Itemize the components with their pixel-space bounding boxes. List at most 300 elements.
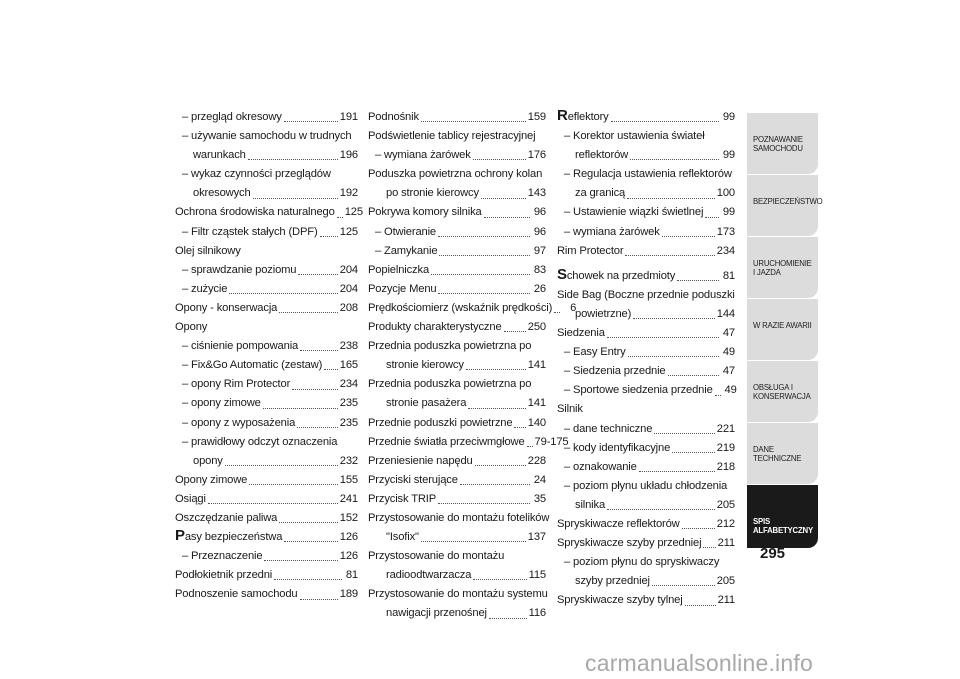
entry-text xyxy=(368,225,436,240)
entry-label: Ochrona środowiska naturalnego xyxy=(175,206,335,219)
entry-page: 141 xyxy=(527,359,546,372)
index-entry xyxy=(557,205,735,220)
dot-leader xyxy=(253,198,338,199)
letter-initial: S xyxy=(557,265,567,283)
entry-page: 196 xyxy=(339,149,358,162)
watermark: carmanualsonline.info xyxy=(585,650,813,676)
entry-text xyxy=(175,110,282,125)
dot-leader xyxy=(654,433,715,434)
entry-label: – wymiana żarówek xyxy=(375,149,471,162)
index-entry xyxy=(557,574,735,589)
entry-page: 191 xyxy=(339,111,358,123)
dot-leader xyxy=(284,121,338,122)
index-heading: Przednia poduszka powietrzna po xyxy=(368,340,532,353)
entry-page: 238 xyxy=(339,340,358,353)
entry-text xyxy=(368,186,479,201)
entry-page: 79-175 xyxy=(534,435,569,448)
entry-label: stronie pasażera xyxy=(386,397,467,410)
index-entry xyxy=(368,263,546,278)
entry-page: 208 xyxy=(339,301,358,314)
index-heading: Przednia poduszka powietrzna po xyxy=(368,378,532,391)
entry-text xyxy=(557,107,609,125)
entry-label: asy bezpieczeństwa xyxy=(184,531,283,544)
index-entry xyxy=(557,498,735,513)
entry-label: – dane techniczne xyxy=(564,422,653,435)
entry-page: 115 xyxy=(528,569,546,582)
index-entry xyxy=(368,530,546,545)
entry-label: Prędkościomierz (wskaźnik prędkości) xyxy=(368,301,553,314)
index-entry xyxy=(368,244,546,259)
entry-label: – Ustawienie wiązki świetlnej xyxy=(564,206,704,219)
entry-text xyxy=(557,441,670,456)
index-entry xyxy=(175,396,358,411)
entry-page: 235 xyxy=(339,397,358,410)
entry-label: reflektorów xyxy=(575,149,629,162)
entry-text xyxy=(557,422,652,437)
dot-leader xyxy=(438,503,530,504)
dot-leader xyxy=(685,605,716,606)
entry-label: po stronie kierowcy xyxy=(386,187,479,200)
index-entry xyxy=(557,107,735,125)
entry-label: eflektory xyxy=(567,111,609,123)
entry-page: 211 xyxy=(717,594,735,607)
entry-label: Przycisk TRIP xyxy=(368,492,437,505)
entry-label: Podnoszenie samochodu xyxy=(175,588,298,601)
entry-label: Przednie poduszki powietrzne xyxy=(368,416,513,429)
entry-page: 221 xyxy=(716,422,735,435)
dot-leader xyxy=(438,236,530,237)
entry-text xyxy=(368,492,436,507)
entry-page: 35 xyxy=(533,492,546,505)
entry-label: – Sportowe siedzenia przednie xyxy=(564,384,713,397)
entry-label: radioodtwarzacza xyxy=(386,569,472,582)
entry-text xyxy=(175,301,277,316)
entry-text xyxy=(368,435,525,450)
dot-leader xyxy=(263,408,338,409)
entry-text xyxy=(557,244,623,259)
entry-text xyxy=(368,244,437,259)
section-tab-label: OBSŁUGA I KONSERWACJA xyxy=(753,383,811,401)
index-entry xyxy=(557,383,735,398)
entry-page: 159 xyxy=(527,111,546,123)
index-entry xyxy=(175,110,358,125)
dot-leader xyxy=(421,541,526,542)
entry-page: 205 xyxy=(716,498,735,511)
entry-label: – Przeznaczenie xyxy=(182,550,263,563)
entry-page: 144 xyxy=(716,307,735,320)
index-entry xyxy=(557,441,735,456)
entry-text xyxy=(175,339,298,354)
dot-leader xyxy=(484,217,530,218)
index-entry xyxy=(175,511,358,526)
dot-leader xyxy=(264,560,337,561)
index-heading: Side Bag (Boczne przednie poduszki xyxy=(557,288,735,301)
index-entry xyxy=(557,225,735,240)
entry-text xyxy=(175,527,283,545)
entry-page: 218 xyxy=(716,460,735,473)
index-entry xyxy=(175,225,358,240)
index-entry xyxy=(368,435,569,450)
section-tab[interactable] xyxy=(747,299,818,360)
index-entry xyxy=(368,454,546,469)
entry-text xyxy=(368,530,419,545)
dot-leader xyxy=(438,293,530,294)
entry-label: – opony Rim Protector xyxy=(182,378,291,391)
entry-label: Opony - konserwacja xyxy=(175,301,278,314)
entry-text xyxy=(175,148,246,163)
index-heading: – prawidłowy odczyt oznaczenia xyxy=(182,435,338,448)
entry-label: – oznakowanie xyxy=(564,460,637,473)
entry-text xyxy=(557,383,713,398)
entry-page: 26 xyxy=(533,282,546,295)
entry-page: 211 xyxy=(717,537,735,550)
index-entry xyxy=(368,148,546,163)
dot-leader xyxy=(682,528,715,529)
entry-page: 228 xyxy=(527,454,546,467)
index-entry xyxy=(175,568,358,583)
entry-page: 212 xyxy=(716,517,735,530)
dot-leader xyxy=(460,484,530,485)
entry-label: Osiągi xyxy=(175,492,206,505)
entry-page: 47 xyxy=(722,327,735,340)
entry-text xyxy=(557,498,605,513)
dot-leader xyxy=(292,389,338,390)
dot-leader xyxy=(473,159,526,160)
dot-leader xyxy=(715,395,721,396)
entry-label: – kody identyfikacyjne xyxy=(564,441,671,454)
entry-label: okresowych xyxy=(193,187,251,200)
dot-leader xyxy=(225,465,338,466)
entry-text xyxy=(368,396,466,411)
index-entry xyxy=(557,345,735,360)
index-entry xyxy=(557,460,735,475)
section-tab[interactable] xyxy=(747,423,818,484)
entry-page: 47 xyxy=(722,365,735,378)
entry-page: 219 xyxy=(716,441,735,454)
dot-leader xyxy=(703,547,715,548)
dot-leader xyxy=(489,618,527,619)
entry-text xyxy=(175,587,298,602)
entry-label: – Easy Entry xyxy=(564,346,626,359)
dot-leader xyxy=(284,541,338,542)
entry-label: Spryskiwacze reflektorów xyxy=(557,517,680,530)
section-tab-label: BEZPIECZEŃSTWO xyxy=(753,197,823,206)
entry-label: Oszczędzanie paliwa xyxy=(175,511,278,524)
index-entry xyxy=(175,339,358,354)
entry-text xyxy=(557,265,676,284)
entry-page: 126 xyxy=(339,531,358,544)
entry-page: 126 xyxy=(339,550,358,563)
entry-page: 81 xyxy=(722,269,735,282)
index-entry xyxy=(175,282,358,297)
index-heading: Opony xyxy=(175,321,208,334)
dot-leader xyxy=(249,484,338,485)
dot-leader xyxy=(672,452,715,453)
entry-text xyxy=(557,536,701,551)
index-entry xyxy=(175,205,363,220)
entry-page: 96 xyxy=(533,206,546,219)
entry-label: "Isofix" xyxy=(386,531,419,544)
index-heading: Przystosowanie do montażu systemu xyxy=(368,588,548,601)
entry-label: – wymiana żarówek xyxy=(564,225,660,238)
section-tab[interactable] xyxy=(747,485,818,548)
section-tab[interactable] xyxy=(747,175,823,236)
entry-page: 241 xyxy=(339,492,358,505)
entry-page: 204 xyxy=(339,282,358,295)
entry-page: 173 xyxy=(716,225,735,238)
entry-text xyxy=(368,358,464,373)
section-tab[interactable] xyxy=(747,113,818,174)
index-entry xyxy=(175,587,358,602)
entry-page: 99 xyxy=(722,149,735,162)
entry-page: 155 xyxy=(339,473,358,486)
index-entry xyxy=(175,473,358,488)
entry-label: Rim Protector xyxy=(557,244,624,257)
entry-page: 189 xyxy=(339,588,358,601)
index-entry xyxy=(368,205,546,220)
dot-leader xyxy=(527,446,533,447)
dot-leader xyxy=(208,503,338,504)
dot-leader xyxy=(324,369,338,370)
index-entry xyxy=(368,282,546,297)
index-entry xyxy=(557,244,735,259)
index-entry xyxy=(557,593,735,608)
index-entry xyxy=(175,549,358,564)
index-entry xyxy=(368,568,546,583)
entry-label: stronie kierowcy xyxy=(386,359,464,372)
entry-page: 165 xyxy=(339,359,358,372)
entry-page: 116 xyxy=(528,607,546,620)
index-entry xyxy=(368,473,546,488)
entry-text xyxy=(557,593,683,608)
entry-text xyxy=(175,205,335,220)
dot-leader xyxy=(468,408,525,409)
entry-label: – Zamykanie xyxy=(375,244,438,257)
index-entry xyxy=(175,527,358,545)
index-entry xyxy=(557,307,735,322)
index-entry xyxy=(175,454,358,469)
entry-page: 81 xyxy=(345,569,358,582)
index-column-1 xyxy=(175,110,363,606)
entry-text xyxy=(368,416,512,431)
index-heading: – wykaz czynności przeglądów xyxy=(182,168,331,181)
index-entry xyxy=(175,416,358,431)
entry-label: Przyciski sterujące xyxy=(368,473,458,486)
section-tab-label: URUCHOMIENIE I JAZDA xyxy=(753,259,812,277)
index-entry xyxy=(368,301,577,316)
entry-text xyxy=(368,148,471,163)
entry-label: Przednie światła przeciwmgłowe xyxy=(368,435,525,448)
entry-text xyxy=(175,263,296,278)
section-tab[interactable] xyxy=(747,237,818,298)
entry-text xyxy=(557,205,703,220)
letter-initial: P xyxy=(175,527,185,545)
entry-text xyxy=(175,492,206,507)
entry-page: 125 xyxy=(344,206,363,219)
dot-leader xyxy=(705,217,719,218)
dot-leader xyxy=(279,312,338,313)
section-tab[interactable] xyxy=(747,361,818,422)
entry-text xyxy=(368,320,502,335)
entry-label: Pozycje Menu xyxy=(368,282,437,295)
index-heading: Poduszka powietrzna ochrony kolan xyxy=(368,168,543,181)
entry-label: Przeniesienie napędu xyxy=(368,454,473,467)
entry-page: 235 xyxy=(339,416,358,429)
index-entry xyxy=(368,396,546,411)
index-entry xyxy=(557,536,735,551)
index-heading: Przystosowanie do montażu xyxy=(368,550,505,563)
entry-page: 49 xyxy=(722,346,735,359)
dot-leader xyxy=(628,356,719,357)
entry-page: 49 xyxy=(724,384,737,397)
entry-page: 176 xyxy=(527,149,546,162)
dot-leader xyxy=(466,369,526,370)
entry-label: chowek na przedmioty xyxy=(566,269,676,282)
entry-label: – Filtr cząstek stałych (DPF) xyxy=(182,225,318,238)
entry-text xyxy=(368,263,429,278)
entry-text xyxy=(557,307,631,322)
dot-leader xyxy=(229,293,337,294)
index-heading: Podświetlenie tablicy rejestracyjnej xyxy=(368,130,536,143)
entry-text xyxy=(175,454,223,469)
dot-leader xyxy=(625,255,714,256)
entry-page: 232 xyxy=(339,454,358,467)
index-entry xyxy=(175,377,358,392)
entry-page: 140 xyxy=(527,416,546,429)
index-entry xyxy=(557,517,735,532)
entry-text xyxy=(368,282,436,297)
dot-leader xyxy=(611,121,719,122)
entry-page: 192 xyxy=(339,187,358,200)
index-entry xyxy=(557,265,735,284)
entry-text xyxy=(557,517,680,532)
index-column-3 xyxy=(557,107,737,612)
dot-leader xyxy=(633,318,715,319)
dot-leader xyxy=(662,236,715,237)
index-entry xyxy=(175,148,358,163)
entry-label: Siedzenia xyxy=(557,327,605,340)
index-heading: Olej silnikowy xyxy=(175,244,241,257)
index-entry xyxy=(557,326,735,341)
entry-text xyxy=(368,568,471,583)
dot-leader xyxy=(627,198,715,199)
entry-text xyxy=(175,282,227,297)
entry-text xyxy=(175,568,272,583)
entry-text xyxy=(557,326,605,341)
entry-page: 204 xyxy=(339,263,358,276)
dot-leader xyxy=(475,465,526,466)
entry-label: – przegląd okresowy xyxy=(182,111,282,123)
index-heading: Przystosowanie do montażu fotelików xyxy=(368,511,550,524)
entry-label: – opony zimowe xyxy=(182,397,261,410)
entry-label: powietrzne) xyxy=(575,307,632,320)
entry-label: Popielniczka xyxy=(368,263,430,276)
dot-leader xyxy=(431,274,530,275)
section-tab-label: POZNAWANIE SAMOCHODU xyxy=(753,135,803,153)
index-heading: – używanie samochodu w trudnych xyxy=(182,130,352,143)
index-entry xyxy=(557,422,735,437)
entry-label: Opony zimowe xyxy=(175,473,248,486)
entry-label: – sprawdzanie poziomu xyxy=(182,263,297,276)
index-entry xyxy=(175,263,358,278)
dot-leader xyxy=(274,579,342,580)
entry-label: Pokrywa komory silnika xyxy=(368,206,482,219)
dot-leader xyxy=(473,579,526,580)
dot-leader xyxy=(668,375,720,376)
dot-leader xyxy=(421,121,526,122)
dot-leader xyxy=(677,280,719,281)
entry-label: warunkach xyxy=(193,149,246,162)
entry-text xyxy=(368,473,458,488)
entry-label: opony xyxy=(193,454,223,467)
entry-label: – Otwieranie xyxy=(375,225,437,238)
entry-text xyxy=(175,473,247,488)
dot-leader xyxy=(298,274,337,275)
dot-leader xyxy=(607,509,715,510)
entry-page: 234 xyxy=(716,244,735,257)
entry-text xyxy=(557,364,666,379)
entry-text xyxy=(175,225,318,240)
entry-text xyxy=(175,511,277,526)
entry-text xyxy=(557,460,637,475)
dot-leader xyxy=(337,217,343,218)
index-heading: – Korektor ustawienia świateł xyxy=(564,130,705,143)
entry-text xyxy=(557,345,626,360)
entry-label: silnika xyxy=(575,498,606,511)
index-entry xyxy=(368,320,546,335)
dot-leader xyxy=(630,159,719,160)
entry-text xyxy=(368,606,487,621)
section-tab-label: SPIS ALFABETYCZNY xyxy=(753,517,813,535)
entry-text xyxy=(368,301,552,316)
index-entry xyxy=(368,492,546,507)
section-tabs xyxy=(747,113,823,549)
index-heading: – poziom płynu układu chłodzenia xyxy=(564,479,728,492)
entry-label: szyby przedniej xyxy=(575,575,650,588)
index-entry xyxy=(368,606,546,621)
entry-page: 143 xyxy=(527,187,546,200)
entry-text xyxy=(175,416,295,431)
letter-initial: R xyxy=(557,107,568,124)
dot-leader xyxy=(607,337,719,338)
index-entry xyxy=(368,110,546,125)
entry-text xyxy=(175,396,261,411)
entry-page: 125 xyxy=(339,225,358,238)
entry-page: 137 xyxy=(527,531,546,544)
dot-leader xyxy=(652,585,715,586)
entry-label: – zużycie xyxy=(182,282,228,295)
entry-page: 99 xyxy=(722,206,735,219)
entry-label: – ciśnienie pompowania xyxy=(182,340,299,353)
dot-leader xyxy=(279,522,338,523)
index-entry xyxy=(368,416,546,431)
index-entry xyxy=(557,186,735,201)
index-heading: – poziom płynu do spryskiwaczy xyxy=(564,556,720,569)
entry-text xyxy=(175,377,290,392)
entry-label: Spryskiwacze szyby przedniej xyxy=(557,537,702,550)
dot-leader xyxy=(504,331,526,332)
index-entry xyxy=(368,358,546,373)
entry-text xyxy=(368,205,482,220)
entry-label: Produkty charakterystyczne xyxy=(368,321,502,334)
dot-leader xyxy=(300,350,338,351)
entry-text xyxy=(175,549,262,564)
entry-page: 24 xyxy=(533,473,546,486)
entry-label: – opony z wyposażenia xyxy=(182,416,296,429)
entry-text xyxy=(557,148,628,163)
index-entry xyxy=(368,186,546,201)
entry-page: 97 xyxy=(533,244,546,257)
